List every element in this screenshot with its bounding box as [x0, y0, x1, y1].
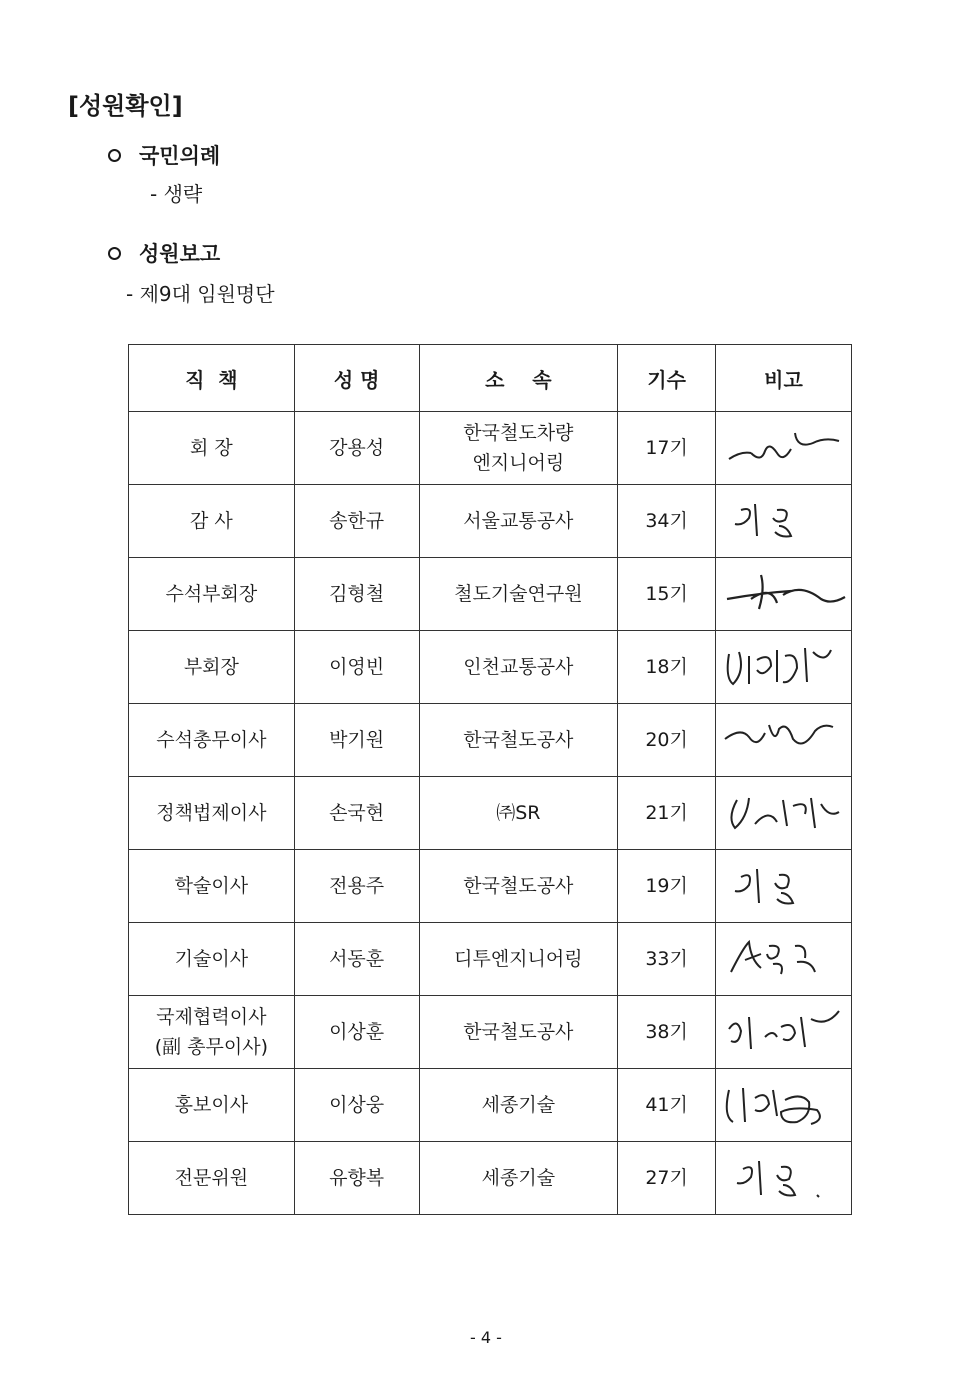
- cell-class: 21기: [618, 777, 716, 850]
- cell-affiliation: 한국철도공사: [419, 996, 618, 1069]
- table-row: [129, 558, 852, 631]
- cell-position: 수석부회장: [129, 558, 295, 631]
- cell-name: 전용주: [294, 850, 419, 923]
- cell-class: 34기: [618, 485, 716, 558]
- cell-name: 박기원: [294, 704, 419, 777]
- cell-affiliation: 인천교통공사: [419, 631, 618, 704]
- cell-note-signature: [716, 485, 852, 558]
- cell-note-signature: [716, 558, 852, 631]
- signature-text: [716, 485, 717, 486]
- signature-text: [716, 631, 717, 632]
- cell-position: 회 장: [129, 412, 295, 485]
- cell-affiliation: 디투엔지니어링: [419, 923, 618, 996]
- circle-bullet-icon: [108, 149, 121, 162]
- cell-position: 감 사: [129, 485, 295, 558]
- cell-position: 정책법제이사: [129, 777, 295, 850]
- cell-name: 이상웅: [294, 1069, 419, 1142]
- cell-class: 15기: [618, 558, 716, 631]
- table-row: [129, 923, 852, 996]
- signature-text: [716, 1069, 717, 1070]
- table-row: [129, 1069, 852, 1142]
- signature-icon: [721, 1153, 847, 1203]
- table-row: [129, 412, 852, 485]
- table-row: [129, 704, 852, 777]
- table-row: [129, 996, 852, 1069]
- cell-name: 이영빈: [294, 631, 419, 704]
- header-position: 직 책: [129, 345, 295, 412]
- table-row: [129, 631, 852, 704]
- cell-note-signature: [716, 996, 852, 1069]
- signature-text: [716, 923, 717, 924]
- signature-icon: [721, 715, 847, 765]
- signature-text: [716, 1142, 717, 1143]
- cell-class: 18기: [618, 631, 716, 704]
- cell-note-signature: [716, 1069, 852, 1142]
- cell-position: 수석총무이사: [129, 704, 295, 777]
- cell-position: 학술이사: [129, 850, 295, 923]
- cell-name: 이상훈: [294, 996, 419, 1069]
- cell-position: 전문위원: [129, 1142, 295, 1215]
- section-title: 국민의례: [139, 144, 221, 168]
- cell-class: 38기: [618, 996, 716, 1069]
- cell-class: 20기: [618, 704, 716, 777]
- cell-name: 강용성: [294, 412, 419, 485]
- officer-table: [128, 344, 852, 1215]
- header-class: 기수: [618, 345, 716, 412]
- cell-position: 기술이사: [129, 923, 295, 996]
- cell-name: 김형철: [294, 558, 419, 631]
- page-heading: [성원확인]: [68, 92, 183, 120]
- table-row: [129, 850, 852, 923]
- cell-position: 부회장: [129, 631, 295, 704]
- cell-class: 17기: [618, 412, 716, 485]
- cell-class: 41기: [618, 1069, 716, 1142]
- signature-icon: [721, 788, 847, 838]
- header-name: 성 명: [294, 345, 419, 412]
- signature-icon: [721, 861, 847, 911]
- cell-affiliation: ㈜SR: [419, 777, 618, 850]
- section-sub: - 생략: [150, 182, 203, 206]
- signature-text: [716, 996, 717, 997]
- signature-text: [716, 850, 717, 851]
- signature-icon: [721, 1080, 847, 1130]
- cell-note-signature: [716, 923, 852, 996]
- signature-icon: [721, 642, 847, 692]
- cell-class: 33기: [618, 923, 716, 996]
- page-number: - 4 -: [470, 1328, 502, 1347]
- cell-affiliation: 세종기술: [419, 1069, 618, 1142]
- cell-note-signature: [716, 850, 852, 923]
- section-sub: - 제9대 임원명단: [126, 282, 275, 306]
- table-row: [129, 485, 852, 558]
- cell-affiliation: 세종기술: [419, 1142, 618, 1215]
- cell-affiliation: 철도기술연구원: [419, 558, 618, 631]
- cell-class: 27기: [618, 1142, 716, 1215]
- cell-note-signature: [716, 777, 852, 850]
- table-row: [129, 1142, 852, 1215]
- signature-text: [716, 777, 717, 778]
- table-row: [129, 777, 852, 850]
- section-quorum-report: [108, 238, 220, 268]
- cell-note-signature: [716, 704, 852, 777]
- cell-note-signature: [716, 412, 852, 485]
- cell-name: 서동훈: [294, 923, 419, 996]
- cell-note-signature: [716, 1142, 852, 1215]
- cell-affiliation: 한국철도공사: [419, 704, 618, 777]
- cell-affiliation: 서울교통공사: [419, 485, 618, 558]
- signature-icon: [721, 934, 847, 984]
- header-affiliation: 소 속: [419, 345, 618, 412]
- header-note: 비고: [716, 345, 852, 412]
- cell-affiliation: 한국철도차량 엔지니어링: [419, 412, 618, 485]
- cell-name: 유향복: [294, 1142, 419, 1215]
- section-national-ceremony: [108, 140, 220, 170]
- cell-position: 홍보이사: [129, 1069, 295, 1142]
- cell-class: 19기: [618, 850, 716, 923]
- table-header-row: [129, 345, 852, 412]
- cell-name: 손국현: [294, 777, 419, 850]
- cell-position: 국제협력이사 (副 총무이사): [129, 996, 295, 1069]
- cell-affiliation: 한국철도공사: [419, 850, 618, 923]
- cell-note-signature: [716, 631, 852, 704]
- section-title: 성원보고: [139, 242, 221, 266]
- cell-name: 송한규: [294, 485, 419, 558]
- signature-icon: [721, 1007, 847, 1057]
- signature-icon: [721, 423, 847, 473]
- signature-icon: [721, 496, 847, 546]
- signature-icon: [721, 569, 847, 619]
- circle-bullet-icon: [108, 247, 121, 260]
